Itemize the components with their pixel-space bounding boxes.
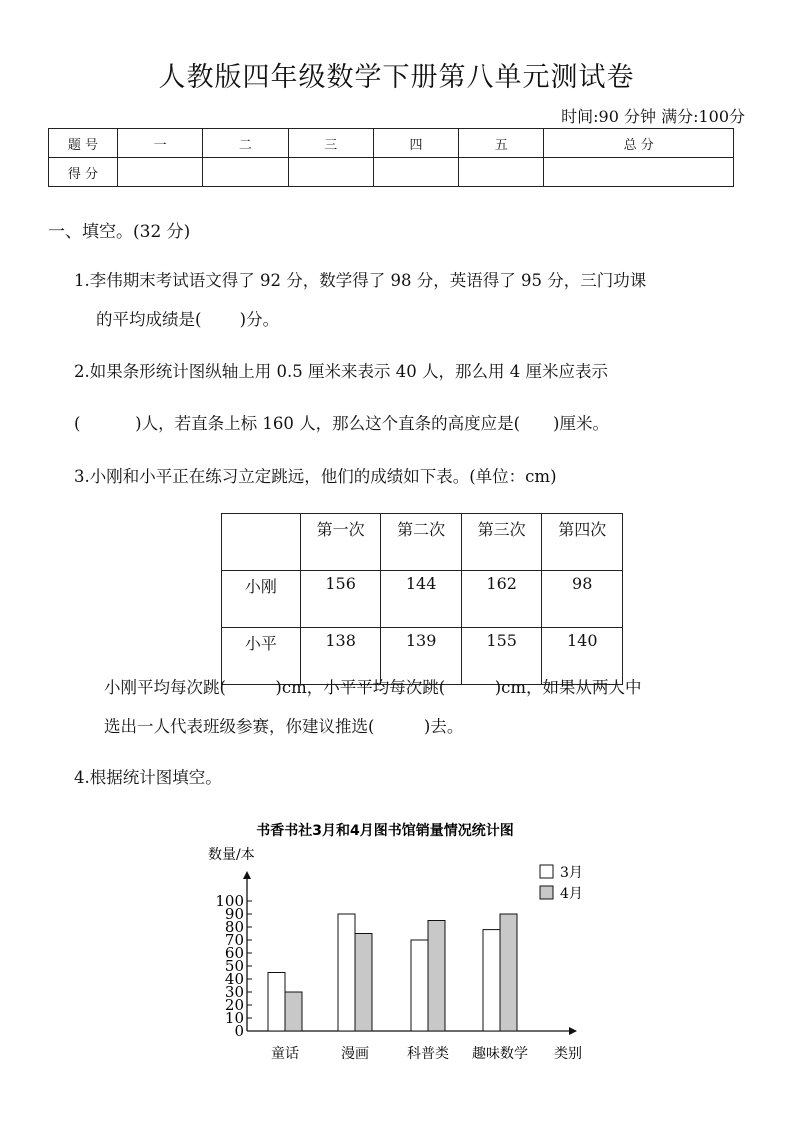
score-header-cell: 四 xyxy=(373,129,458,158)
q2-line2: ( )人，若直条上标 160 人，那么这个直条的高度应是( )厘米。 xyxy=(74,414,609,433)
jump-header-cell: 第四次 xyxy=(542,514,623,571)
bar-chart xyxy=(200,815,600,1065)
x-axis-arrow xyxy=(569,1027,577,1035)
jump-header-cell: 第一次 xyxy=(300,514,381,571)
jump-cell: 138 xyxy=(300,628,381,685)
bar-april xyxy=(428,921,445,1032)
q1-line2: 的平均成绩是( )分。 xyxy=(96,310,280,329)
x-tick-label: 趣味数学 xyxy=(472,1046,528,1062)
jump-header-cell: 第三次 xyxy=(461,514,542,571)
score-header-cell: 题 号 xyxy=(49,129,118,158)
y-axis-label: 数量/本 xyxy=(208,847,255,863)
x-tick-label: 科普类 xyxy=(407,1046,449,1062)
x-axis-label: 类别 xyxy=(554,1046,582,1062)
time-info: 时间:90 分钟 满分:100分 xyxy=(561,107,745,126)
bar-march xyxy=(483,930,500,1031)
score-header-cell: 五 xyxy=(459,129,544,158)
score-header-cell: 一 xyxy=(118,129,203,158)
score-header-cell: 三 xyxy=(288,129,373,158)
score-table xyxy=(48,128,734,187)
score-input-cell[interactable] xyxy=(203,158,288,187)
y-tick-label: 80 xyxy=(224,918,244,936)
legend-swatch xyxy=(540,886,553,899)
section-heading: 一、填空。(32 分) xyxy=(48,222,191,242)
q2-line1: 2.如果条形统计图纵轴上用 0.5 厘米来表示 40 人，那么用 4 厘米应表示 xyxy=(74,362,608,381)
jump-table xyxy=(221,513,623,685)
legend-label: 4月 xyxy=(560,886,583,902)
y-tick-label: 70 xyxy=(224,931,244,949)
jump-cell: 155 xyxy=(461,628,542,685)
jump-table-row xyxy=(222,571,623,628)
jump-row-name: 小平 xyxy=(222,628,301,685)
jump-cell: 98 xyxy=(542,571,623,628)
q1-line1: 1.李伟期末考试语文得了 92 分，数学得了 98 分，英语得了 95 分，三门功课 xyxy=(74,271,647,290)
jump-cell: 144 xyxy=(381,571,462,628)
y-tick-label: 40 xyxy=(224,970,244,988)
jump-row-name: 小刚 xyxy=(222,571,301,628)
score-input-cell[interactable] xyxy=(459,158,544,187)
jump-cell: 140 xyxy=(542,628,623,685)
y-tick-label: 60 xyxy=(224,944,244,962)
score-table-header-row xyxy=(49,129,734,158)
score-input-cell[interactable] xyxy=(544,158,734,187)
score-header-cell: 总 分 xyxy=(544,129,734,158)
y-tick-label: 100 xyxy=(215,892,244,910)
q4-line1: 4.根据统计图填空。 xyxy=(74,768,222,787)
y-tick-label: 0 xyxy=(234,1022,244,1040)
y-tick-label: 50 xyxy=(224,957,244,975)
jump-table-header xyxy=(222,514,623,571)
q3-line3: 选出一人代表班级参赛，你建议推选( )去。 xyxy=(104,717,464,736)
x-tick-label: 童话 xyxy=(271,1046,299,1062)
y-axis-arrow xyxy=(243,871,251,879)
q3-line1: 3.小刚和小平正在练习立定跳远，他们的成绩如下表。(单位：cm) xyxy=(74,467,557,486)
page-title: 人教版四年级数学下册第八单元测试卷 xyxy=(158,62,635,93)
bar-april xyxy=(500,914,517,1031)
legend-label: 3月 xyxy=(560,865,583,881)
jump-cell: 139 xyxy=(381,628,462,685)
bar-march xyxy=(411,940,428,1031)
y-tick-label: 90 xyxy=(224,905,244,923)
jump-cell: 156 xyxy=(300,571,381,628)
y-tick-label: 20 xyxy=(224,996,244,1014)
jump-header-cell xyxy=(222,514,301,571)
score-input-cell[interactable] xyxy=(373,158,458,187)
bar-march xyxy=(338,914,355,1031)
legend-swatch xyxy=(540,865,553,878)
bar-march xyxy=(268,973,285,1032)
jump-header-cell: 第二次 xyxy=(381,514,462,571)
y-tick-label: 10 xyxy=(224,1009,244,1027)
y-tick-label: 30 xyxy=(224,983,244,1001)
x-tick-label: 漫画 xyxy=(341,1046,369,1062)
q3-line2: 小刚平均每次跳( )cm，小平平均每次跳( )cm，如果从两人中 xyxy=(104,678,642,697)
jump-cell: 162 xyxy=(461,571,542,628)
chart-title: 书香书社3月和4月图书馆销量情况统计图 xyxy=(256,823,514,839)
score-table-score-row xyxy=(49,158,734,187)
score-header-cell: 二 xyxy=(203,129,288,158)
score-input-cell[interactable] xyxy=(288,158,373,187)
bar-april xyxy=(285,992,302,1031)
score-row-label: 得 分 xyxy=(49,158,118,187)
bar-april xyxy=(355,934,372,1032)
score-input-cell[interactable] xyxy=(118,158,203,187)
